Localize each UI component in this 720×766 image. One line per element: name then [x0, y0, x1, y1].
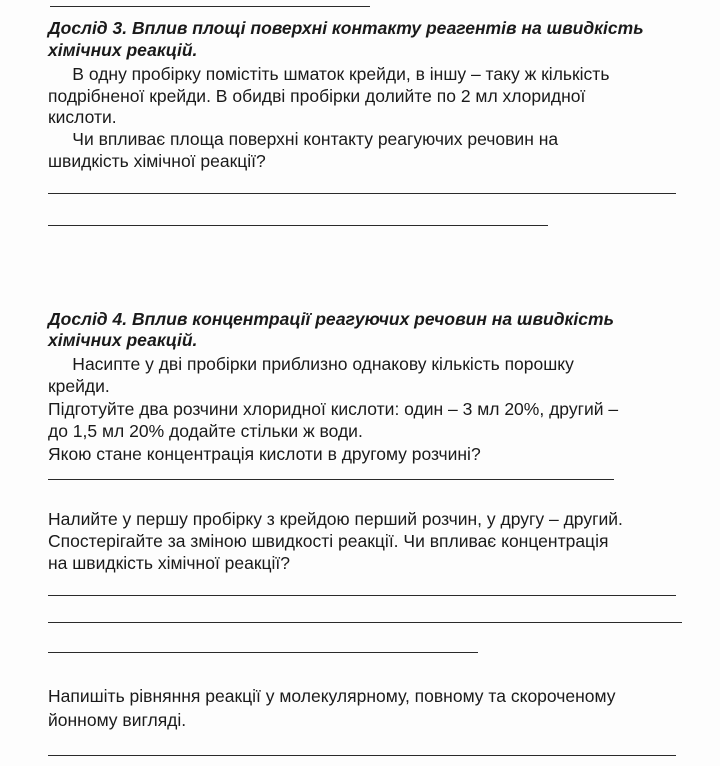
experiment-4-equation-task: Напишіть рівняння реакції у молекулярному, повному та скороченому [48, 686, 616, 706]
answer-line[interactable] [48, 225, 548, 226]
experiment-4-step-3: Спостерігайте за зміною швидкості реакції. Чи впливає концентрація [48, 531, 609, 551]
experiment-4-step-3: Налийте у першу пробірку з крейдою перший розчин, у другу – другий. [48, 509, 623, 529]
experiment-4-title-cont: хімічних реакцій. [48, 330, 198, 350]
experiment-3-question: швидкість хімічної реакції? [48, 151, 266, 171]
experiment-4-step-2: Підготуйте два розчини хлоридної кислоти: один – 3 мл 20%, другий – [48, 399, 619, 419]
experiment-4-title: Дослід 4. Вплив концентрації реагуючих речовин на швидкість [48, 309, 614, 329]
answer-line [50, 6, 370, 7]
experiment-4-equation-task: йонному вигляді. [48, 710, 187, 730]
experiment-3-title: Дослід 3. Вплив площі поверхні контакту реагентів на швидкість [48, 18, 644, 38]
answer-line[interactable] [48, 479, 614, 480]
experiment-4-step-3: на швидкість хімічної реакції? [48, 553, 291, 573]
experiment-3-instructions: кислоти. [48, 107, 117, 127]
experiment-3-question: Чи впливає площа поверхні контакту реагуючих речовин на [48, 129, 559, 149]
answer-line[interactable] [48, 595, 676, 596]
answer-line[interactable] [48, 193, 676, 194]
answer-line[interactable] [48, 755, 676, 756]
experiment-3-title-cont: хімічних реакцій. [48, 40, 198, 60]
answer-line[interactable] [48, 622, 682, 623]
experiment-3-instructions: В одну пробірку помістіть шматок крейди, в іншу – таку ж кількість [48, 64, 610, 84]
experiment-4-question-concentration: Якою стане концентрація кислоти в другому розчині? [48, 444, 481, 464]
experiment-4-step-2: до 1,5 мл 20% додайте стільки ж води. [48, 421, 363, 441]
answer-line[interactable] [48, 652, 478, 653]
experiment-4-step-1: крейди. [48, 376, 110, 396]
experiment-4-step-1: Насипте у дві пробірки приблизно однакову кількість порошку [48, 354, 574, 374]
experiment-3-instructions: подрібненої крейди. В обидві пробірки долийте по 2 мл хлоридної [48, 86, 586, 106]
